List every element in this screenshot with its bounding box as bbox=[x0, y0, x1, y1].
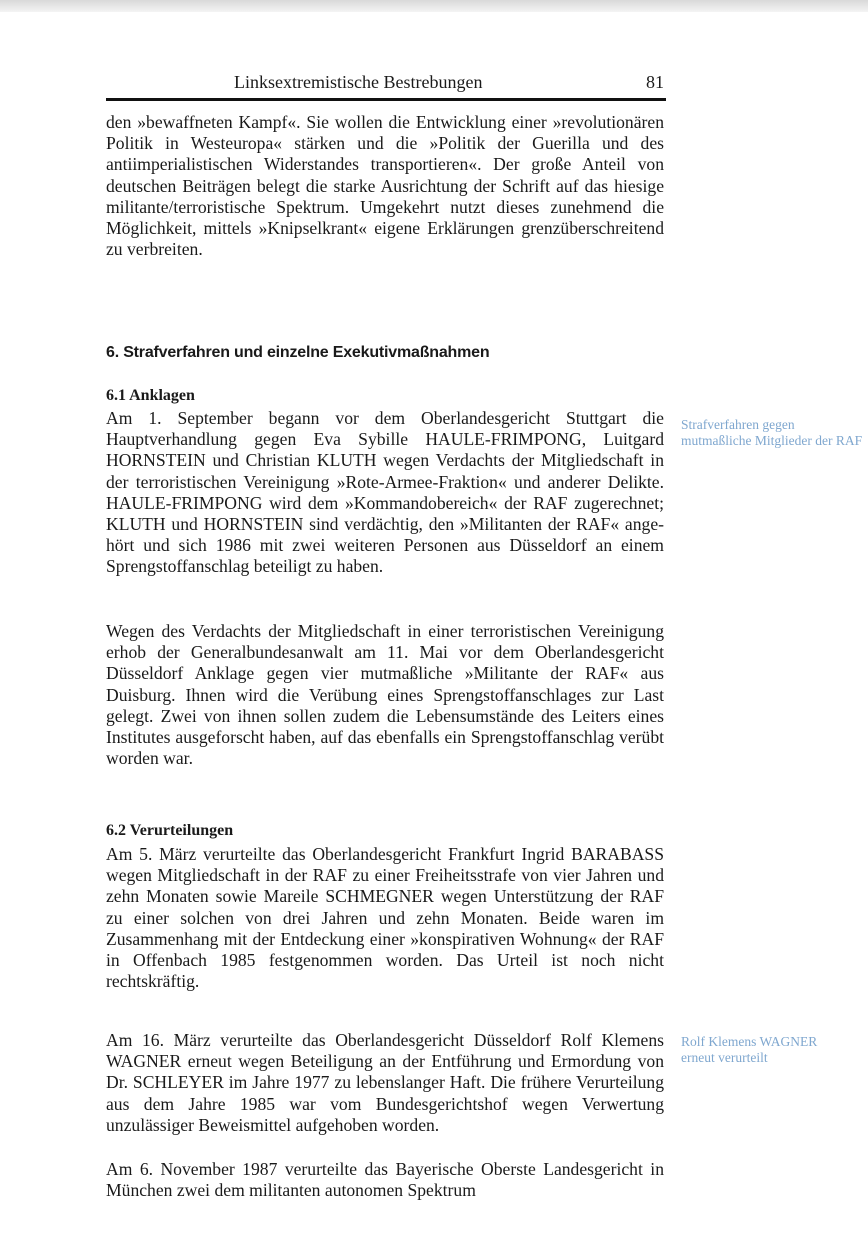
section-6-2-paragraph-3: Am 6. November 1987 verurteilte das Bayerische Oberste Landesgericht in München zwei dem militanten autonomen Spektrum bbox=[106, 1159, 664, 1201]
section-6-1-paragraph-2: Wegen des Verdachts der Mitgliedschaft in einer terroristischen Vereinigung erhob der Generalbundesanwalt am 11. Mai vor dem Oberlandesgericht Düsseldorf Anklage gegen vier mutmaßliche »Militante der RAF« aus Duisburg. Ihnen wird die Verübung eines Sprengstoffanschlages zur Last gelegt. Zwei von ihnen sollen zudem die Lebensumstände des Leiters eines Institutes ausgeforscht haben, auf das ebenfalls ein Sprengstoffanschlag verübt worden war. bbox=[106, 621, 664, 769]
section-6-2-heading: 6.2 Verurteilungen bbox=[106, 822, 234, 839]
section-6-heading: 6. Strafverfahren und einzelne Exekutivmaßnahmen bbox=[106, 344, 490, 361]
margin-note-strafverfahren: Strafverfahren gegen mutmaßliche Mitglieder der RAF bbox=[681, 417, 863, 448]
section-6-2-paragraph-1: Am 5. März verurteilte das Oberlandesgericht Frankfurt Ingrid BARABASS wegen Mitgliedschaft in der RAF zu einer Freiheitsstrafe von vier Jahren und zehn Monaten sowie Mareile SCHMEGNER wegen Unterstützung der RAF zu einer solchen von drei Jahren und zehn Monaten. Beide waren im Zusammenhang mit der Entdeckung einer »konspirativen Wohnung« der RAF in Offenbach 1985 festgenommen worden. Das Urteil ist noch nicht rechtskräftig. bbox=[106, 844, 664, 992]
margin-note-wagner: Rolf Klemens WAGNER erneut verurteilt bbox=[681, 1034, 818, 1065]
section-6-2-paragraph-2: Am 16. März verurteilte das Oberlandesgericht Düsseldorf Rolf Klemens WAGNER erneut wegen Beteiligung an der Entführung und Ermordung von Dr. SCHLEYER im Jahre 1977 zu lebenslanger Haft. Die frühere Verurteilung aus dem Jahre 1985 war vom Bundesgerichtshof wegen Verwertung unzulässiger Beweismittel aufgehoben worden. bbox=[106, 1030, 664, 1135]
page-number: 81 bbox=[646, 72, 664, 92]
section-6-1-paragraph-1: Am 1. September begann vor dem Oberlandesgericht Stuttgart die Hauptverhandlung gegen Eva Sybille HAULE-FRIMPONG, Luitgard HORNSTEIN und Christian KLUTH wegen Verdachts der Mitgliedschaft in der terroristischen Vereinigung »Rote-Armee-Fraktion« und anderer Delikte. HAULE-FRIMPONG wird dem »Kommandobereich« der RAF zugerechnet; KLUTH und HORNSTEIN sind verdächtig, den »Militanten der RAF« angehört und sich 1986 mit zwei weiteren Personen aus Düsseldorf an einem Sprengstoffanschlag beteiligt zu haben. bbox=[106, 408, 664, 577]
section-6-1-heading: 6.1 Anklagen bbox=[106, 387, 195, 404]
header-title: Linksextremistische Bestrebungen bbox=[234, 72, 483, 92]
scan-top-edge bbox=[0, 0, 868, 12]
running-header bbox=[106, 72, 666, 101]
intro-paragraph: den »bewaffneten Kampf«. Sie wollen die Entwicklung einer »revolutionären Politik in Westeuropa« stärken und die »Politik der Guerilla und des antiimperialistischen Widerstandes transportieren«. Der große Anteil von deutschen Beiträgen belegt die starke Ausrichtung der Schrift auf das hiesige militante/terroristische Spektrum. Umgekehrt nutzt dieses zunehmend die Möglichkeit, mittels »Knipselkrant« eigene Erklärungen grenzüberschreitend zu verbreiten. bbox=[106, 112, 664, 260]
